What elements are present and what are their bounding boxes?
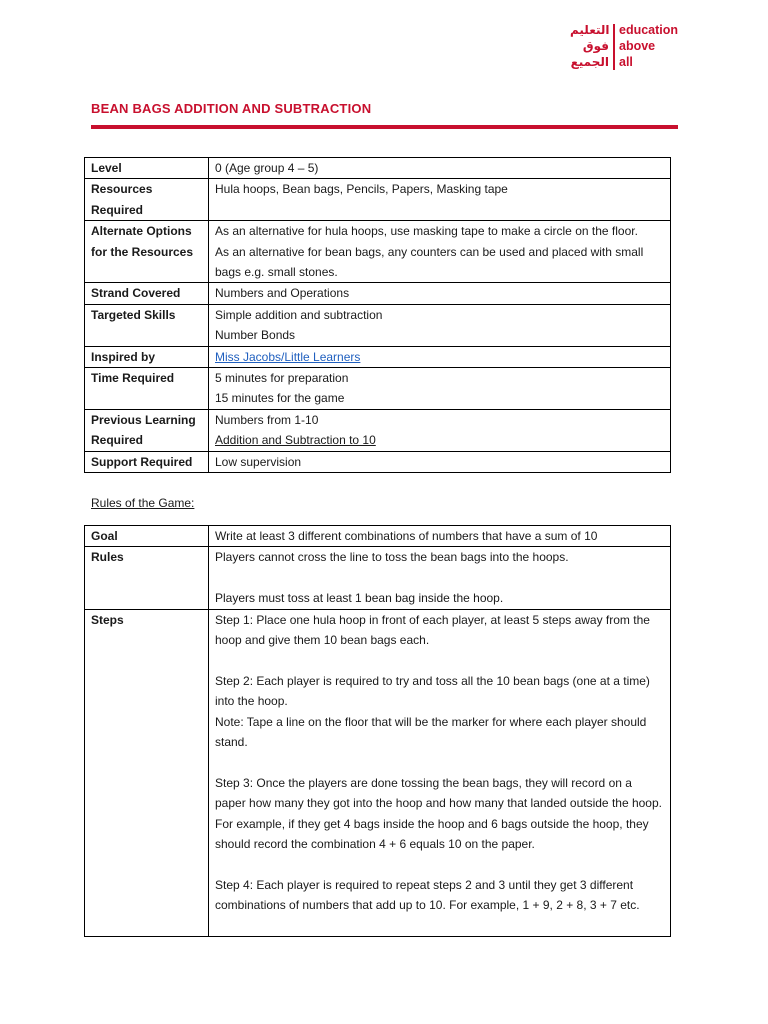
table-row-steps (85, 609, 671, 936)
table-row-resources (85, 179, 671, 221)
value-line: As an alternative for bean bags, any counters can be used and placed with small bags e.g. small stones. (215, 244, 644, 280)
value-line: Numbers from 1-10 (215, 412, 319, 427)
row-value (209, 368, 671, 410)
value-line: Hula hoops, Bean bags, Pencils, Papers, Masking tape (215, 182, 508, 197)
spacer (215, 854, 664, 874)
table-row-inspired-by (85, 346, 671, 367)
step-2: Step 2: Each player is required to try and toss all the 10 bean bags (one at a time) into the hoop. (215, 673, 650, 709)
row-label: Rules (85, 547, 209, 609)
row-label: Targeted Skills (85, 304, 209, 346)
row-value (209, 179, 671, 221)
education-above-all-logo (570, 22, 678, 70)
table-row-alternate-options (85, 221, 671, 283)
row-label: Previous Learning Required (85, 409, 209, 451)
row-label: Inspired by (85, 346, 209, 367)
row-value (209, 451, 671, 472)
step-4: Step 4: Each player is required to repeat steps 2 and 3 until they get 3 different combinations of numbers that add up to 10. For example, 1 + 9, 2 + 8, 3 + 7 etc. (215, 877, 640, 913)
row-label: Alternate Options for the Resources (85, 221, 209, 283)
row-label: Resources Required (85, 179, 209, 221)
title-underline-rule (91, 125, 678, 129)
table-row-previous-learning (85, 409, 671, 451)
rules-table (84, 525, 671, 937)
logo-arabic-line-3: الجميع (570, 55, 609, 69)
value-line: 0 (Age group 4 – 5) (215, 161, 319, 175)
row-label: Time Required (85, 368, 209, 410)
value-line: Low supervision (215, 454, 302, 469)
row-label: Strand Covered (85, 283, 209, 304)
row-value (209, 304, 671, 346)
row-value (209, 283, 671, 304)
rules-heading: Rules of the Game: (91, 496, 195, 510)
value-line: 15 minutes for the game (215, 391, 345, 406)
row-value (209, 409, 671, 451)
row-label: Steps (85, 609, 209, 936)
row-value (209, 346, 671, 367)
row-value (209, 547, 671, 609)
spacer (215, 568, 664, 588)
logo-arabic-text (570, 22, 613, 70)
row-value (209, 526, 671, 547)
inspired-by-link[interactable]: Miss Jacobs/Little Learners (215, 349, 361, 364)
table-row-level (85, 158, 671, 179)
logo-arabic-line-1: التعليم (570, 23, 610, 37)
table-row-support-required (85, 451, 671, 472)
step-1: Step 1: Place one hula hoop in front of each player, at least 5 steps away from the hoop and give them 10 bean bags each. (215, 612, 650, 648)
table-row-goal (85, 526, 671, 547)
spacer (215, 752, 664, 772)
activity-info-table (84, 157, 671, 473)
table-row-targeted-skills (85, 304, 671, 346)
table-row-strand (85, 283, 671, 304)
goal-text: Write at least 3 different combinations of numbers that have a sum of 10 (215, 529, 598, 543)
value-line: Numbers and Operations (215, 286, 350, 301)
value-line: Number Bonds (215, 328, 296, 343)
rule-line-2: Players must toss at least 1 bean bag inside the hoop. (215, 591, 504, 606)
row-label: Goal (85, 526, 209, 547)
row-value (209, 221, 671, 283)
previous-learning-link[interactable]: Addition and Subtraction to 10 (215, 433, 376, 448)
row-label: Support Required (85, 451, 209, 472)
document-title: BEAN BAGS ADDITION AND SUBTRACTION (91, 101, 372, 116)
value-line: 5 minutes for preparation (215, 371, 349, 386)
logo-english-text (615, 22, 678, 70)
spacer (215, 650, 664, 670)
value-line: Simple addition and subtraction (215, 307, 383, 322)
row-label: Level (85, 158, 209, 179)
row-value (209, 158, 671, 179)
logo-english-line-1: education (619, 23, 679, 37)
step-2-note: Note: Tape a line on the floor that will be the marker for where each player should stand. (215, 714, 647, 750)
logo-arabic-line-2: فوق (582, 39, 609, 53)
logo-english-line-3: all (619, 55, 633, 69)
value-line: As an alternative for hula hoops, use masking tape to make a circle on the floor. (215, 224, 638, 239)
table-row-rules (85, 547, 671, 609)
logo-english-line-2: above (619, 39, 656, 53)
step-3: Step 3: Once the players are done tossing the bean bags, they will record on a paper how many they got into the hoop and how many that landed outside the hoop. For example, if they get 4 bags inside the hoop and 6 bags outside the hoop, they should record the combination 4 + 6 equals 10 on the paper. (215, 775, 662, 852)
table-row-time-required (85, 368, 671, 410)
row-value (209, 609, 671, 936)
rule-line-1: Players cannot cross the line to toss the bean bags into the hoops. (215, 550, 569, 565)
